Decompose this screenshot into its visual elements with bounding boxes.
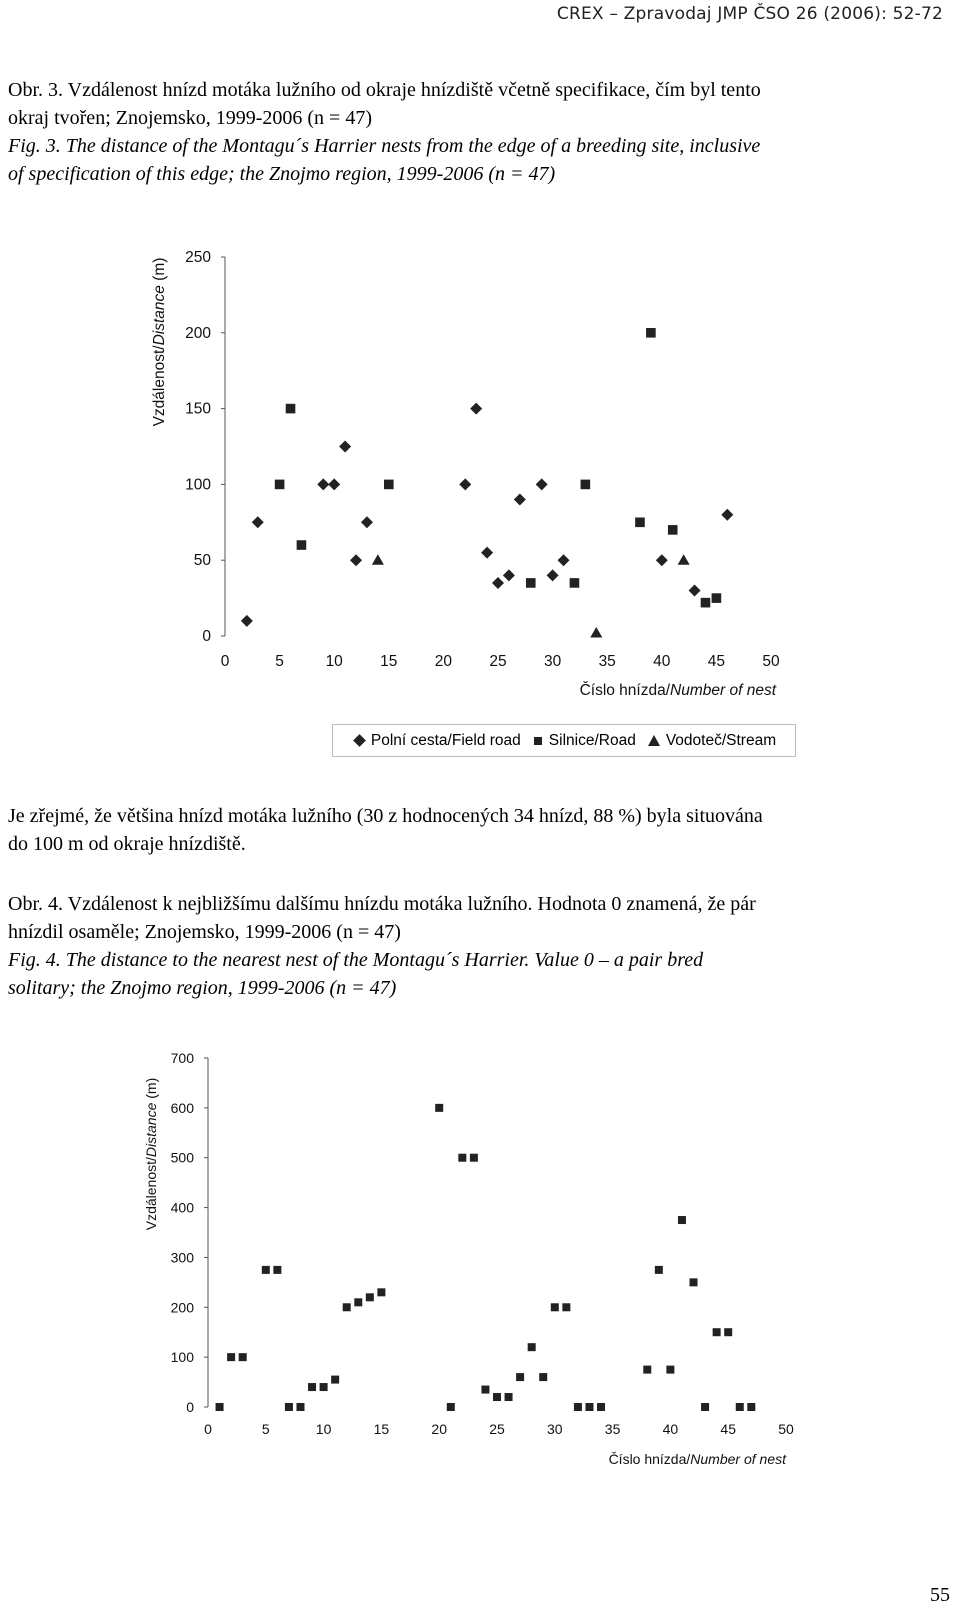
data-point-square <box>470 1154 478 1162</box>
data-point-square <box>354 1298 362 1306</box>
x-tick-label: 35 <box>604 1421 621 1437</box>
fig3-scatter-chart <box>0 230 960 710</box>
y-tick-label: 600 <box>170 1099 194 1116</box>
y-axis-title: Vzdálenost/Distance (m) <box>151 257 168 427</box>
legend-label-stream: Vodoteč/Stream <box>665 731 777 749</box>
x-tick-label: 45 <box>720 1421 736 1437</box>
y-tick-label: 200 <box>185 324 211 342</box>
y-tick-label: 400 <box>170 1199 194 1216</box>
data-point-diamond <box>459 478 471 490</box>
fig4-caption-cz-line1: Obr. 4. Vzdálenost k nejbližšímu dalšímu hnízdu motáka lužního. Hodnota 0 znamená, že pár <box>8 893 756 915</box>
data-point-square <box>712 593 722 603</box>
data-point-square <box>273 1266 281 1274</box>
data-point-triangle <box>678 554 690 565</box>
data-point-square <box>570 578 580 588</box>
data-point-square <box>713 1328 721 1336</box>
y-tick-label: 0 <box>202 628 211 645</box>
y-tick-label: 50 <box>193 552 211 570</box>
x-tick-label: 50 <box>778 1421 794 1437</box>
data-point-diamond <box>503 569 515 581</box>
x-tick-label: 25 <box>489 653 507 670</box>
fig4-caption-en-line2: solitary; the Znojmo region, 1999-2006 (n = 47) <box>8 977 397 999</box>
data-point-diamond <box>470 403 482 415</box>
y-tick-label: 300 <box>170 1249 194 1266</box>
data-point-diamond <box>721 509 733 521</box>
data-point-diamond <box>481 547 493 559</box>
fig3-caption-en-line2: of specification of this edge; the Znojmo region, 1999-2006 (n = 47) <box>8 163 556 185</box>
data-point-square <box>551 1303 559 1311</box>
data-point-square <box>528 1343 536 1351</box>
x-tick-label: 30 <box>547 1421 563 1437</box>
fig3-caption-cz-line2: okraj tvořen; Znojemsko, 1999-2006 (n = 47) <box>8 107 372 129</box>
data-point-diamond <box>547 569 559 581</box>
legend-entry-stream <box>646 732 776 750</box>
x-tick-label: 40 <box>662 1421 679 1437</box>
data-point-square <box>690 1278 698 1286</box>
data-point-square <box>646 328 656 338</box>
data-point-square <box>481 1386 489 1394</box>
x-tick-label: 5 <box>261 1421 270 1437</box>
y-tick-label: 100 <box>185 476 211 494</box>
legend-label-field-road: Polní cesta/Field road <box>370 731 521 749</box>
x-tick-label: 0 <box>220 653 230 670</box>
data-point-diamond <box>317 478 329 490</box>
y-tick-label: 500 <box>170 1149 194 1166</box>
data-point-diamond <box>252 516 264 528</box>
data-point-square <box>562 1303 570 1311</box>
y-tick-label: 700 <box>170 1050 194 1066</box>
legend-entry-field-road <box>352 732 521 750</box>
data-point-square <box>668 525 678 535</box>
y-tick-label: 200 <box>170 1299 194 1316</box>
x-tick-label: 0 <box>204 1421 212 1437</box>
data-point-diamond <box>689 585 701 597</box>
data-point-square <box>366 1293 374 1301</box>
data-point-square <box>526 578 536 588</box>
legend-square-marker <box>534 737 542 745</box>
x-tick-label: 15 <box>380 653 398 670</box>
x-axis-title: Číslo hnízda/Number of nest <box>608 1451 786 1467</box>
data-point-square <box>505 1393 513 1401</box>
data-point-diamond <box>339 441 351 453</box>
x-tick-label: 50 <box>762 653 780 670</box>
data-point-square <box>701 1403 709 1411</box>
data-point-square <box>296 1403 304 1411</box>
data-point-square <box>285 1403 293 1411</box>
fig4-caption-en-line1: Fig. 4. The distance to the nearest nest of the Montagu´s Harrier. Value 0 – a pair bred <box>8 949 704 971</box>
data-point-square <box>297 540 307 550</box>
fig4-caption <box>8 890 952 1002</box>
data-point-diamond <box>558 554 570 566</box>
data-point-square <box>262 1266 270 1274</box>
x-tick-label: 10 <box>315 1421 332 1437</box>
running-header: CREX – Zpravodaj JMP ČSO 26 (2006): 52-72 <box>556 4 943 24</box>
page-number: 55 <box>930 1584 950 1606</box>
legend-entry-road <box>531 732 636 750</box>
x-tick-label: 5 <box>275 653 284 670</box>
data-point-square <box>320 1383 328 1391</box>
data-point-square <box>724 1328 732 1336</box>
data-point-square <box>655 1266 663 1274</box>
x-tick-label: 20 <box>431 1421 447 1437</box>
data-point-square <box>666 1366 674 1374</box>
data-point-square <box>377 1288 385 1296</box>
y-tick-label: 150 <box>185 400 211 418</box>
y-tick-label: 250 <box>185 249 211 266</box>
data-point-square <box>286 404 296 414</box>
x-tick-label: 25 <box>489 1421 505 1437</box>
data-point-square <box>581 480 591 490</box>
data-point-square <box>343 1303 351 1311</box>
data-point-square <box>585 1403 593 1411</box>
data-point-square <box>747 1403 755 1411</box>
data-point-diamond <box>514 494 526 506</box>
paragraph-line1: Je zřejmé, že většina hnízd motáka lužního (30 z hodnocených 34 hnízd, 88 %) byla situována <box>8 805 763 827</box>
x-tick-label: 10 <box>325 653 343 670</box>
data-point-diamond <box>350 554 362 566</box>
data-point-square <box>539 1373 547 1381</box>
legend-diamond-marker <box>353 734 366 747</box>
data-point-square <box>331 1376 339 1384</box>
x-tick-label: 30 <box>543 653 562 670</box>
data-point-square <box>701 598 711 608</box>
data-point-square <box>435 1104 443 1112</box>
data-point-square <box>384 480 394 490</box>
fig3-caption-en-line1: Fig. 3. The distance of the Montagu´s Harrier nests from the edge of a breeding site, inclusive <box>8 135 761 157</box>
data-point-square <box>643 1366 651 1374</box>
data-point-square <box>736 1403 744 1411</box>
y-axis-title: Vzdálenost/Distance (m) <box>143 1077 159 1231</box>
x-axis-title: Číslo hnízda/Number of nest <box>579 682 776 699</box>
data-point-triangle <box>590 627 602 638</box>
y-tick-label: 0 <box>186 1399 194 1415</box>
data-point-square <box>574 1403 582 1411</box>
x-tick-label: 40 <box>653 653 671 670</box>
data-point-square <box>597 1403 605 1411</box>
fig3-caption <box>8 76 952 188</box>
x-tick-label: 15 <box>373 1421 390 1437</box>
data-point-diamond <box>361 516 373 528</box>
paragraph <box>8 802 948 858</box>
legend-label-road: Silnice/Road <box>548 731 636 749</box>
paragraph-line2: do 100 m od okraje hnízdiště. <box>8 833 246 855</box>
data-point-square <box>516 1373 524 1381</box>
data-point-square <box>308 1383 316 1391</box>
data-point-square <box>239 1353 247 1361</box>
data-point-diamond <box>536 478 548 490</box>
y-tick-label: 100 <box>170 1349 194 1366</box>
data-point-diamond <box>492 577 504 589</box>
data-point-triangle <box>372 554 384 565</box>
data-point-square <box>227 1353 235 1361</box>
fig3-caption-cz-line1: Obr. 3. Vzdálenost hnízd motáka lužního od okraje hnízdiště včetně specifikace, čím byl tento <box>8 79 761 101</box>
data-point-square <box>635 518 645 528</box>
fig3-legend <box>332 724 796 757</box>
x-tick-label: 35 <box>598 653 616 670</box>
fig4-caption-cz-line2: hnízdil osaměle; Znojemsko, 1999-2006 (n = 47) <box>8 921 401 943</box>
data-point-square <box>216 1403 224 1411</box>
x-tick-label: 45 <box>707 653 726 670</box>
data-point-diamond <box>656 554 668 566</box>
legend-triangle-marker <box>648 735 660 746</box>
x-tick-label: 20 <box>434 653 453 670</box>
fig4-scatter-chart <box>0 1040 960 1490</box>
data-point-square <box>458 1154 466 1162</box>
data-point-square <box>493 1393 501 1401</box>
data-point-diamond <box>241 615 253 627</box>
data-point-square <box>275 480 285 490</box>
data-point-square <box>447 1403 455 1411</box>
data-point-square <box>678 1216 686 1224</box>
data-point-diamond <box>328 478 340 490</box>
